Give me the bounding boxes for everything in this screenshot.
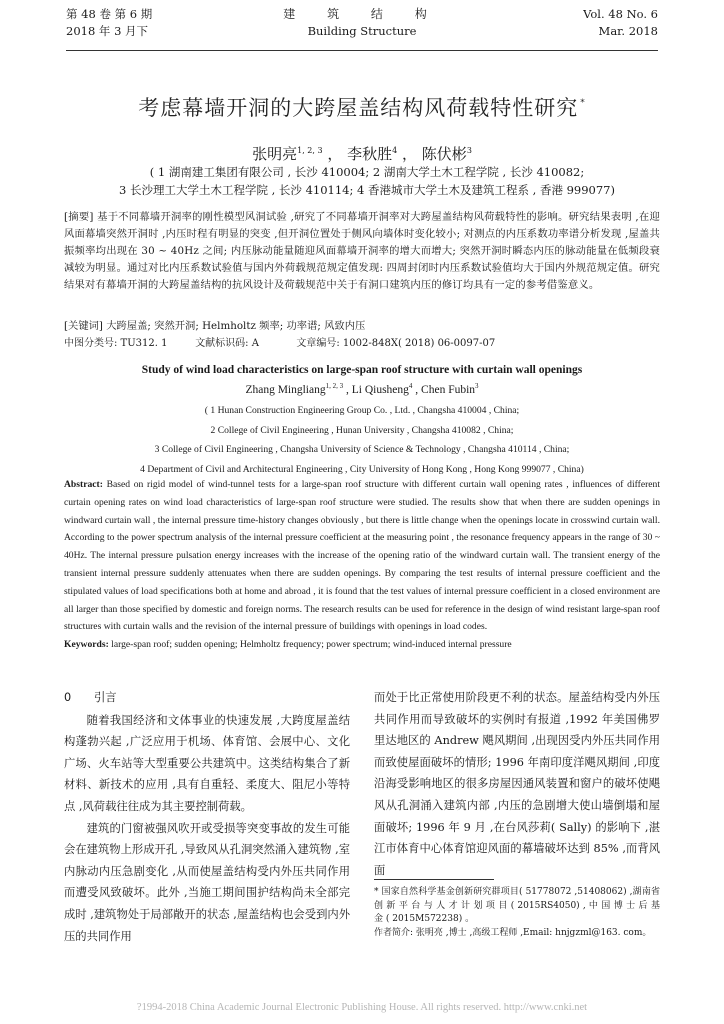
author-affil-sup: 1, 2, 3 (297, 146, 323, 155)
section-number: 0 (64, 691, 72, 704)
author-affil-sup-en: 4 (408, 382, 413, 390)
affiliation-line-en: 4 Department of Civil and Architectural Engineering , City University of Hong Kong , Hong Kong 999077 , China) (140, 463, 584, 475)
keywords-en (64, 636, 660, 654)
header-date-en: Mar. 2018 (598, 24, 658, 38)
author-name-en: Li Qiusheng (351, 384, 409, 396)
author-list (0, 143, 724, 164)
keywords-zh-label: [关键词] (64, 320, 103, 332)
author-name: 陈伏彬 (421, 145, 467, 163)
abstract-zh (64, 209, 660, 294)
title-footnote-mark: * (580, 98, 586, 108)
author-separator-en: , (343, 384, 352, 396)
keywords-en-label: Keywords: (64, 639, 109, 651)
affiliation-line-en: 3 College of Civil Engineering , Changsha University of Science & Technology , Changsha 410114 , China; (154, 444, 570, 455)
section-heading (64, 687, 350, 709)
header-journal (66, 6, 658, 40)
header-volume-issue: 第 48 卷 第 6 期 (66, 7, 153, 21)
body-paragraph: 而处于比正常使用阶段更不利的状态。屋盖结构受内外压共同作用而导致破坏的实例时有报道 ,1992 年美国佛罗里达地区的 Andrew 飓风期间 ,出现因受内外压共同作用而致使屋面破坏的情形; 1996 年南印度洋飓风期间 ,印度沿海受影响地区的很多房屋因通风装置和窗户的破坏使飓风从孔洞涌入建筑内部 ,内压的急剧增大使山墙倒塌和屋面破坏; 1996 年 9 月 ,在台风莎莉( Sally) 的影响下 ,湛江市体育中心体育馆迎风面的幕墙破坏达到 85% ,而背风面 (374, 691, 660, 877)
english-title: Study of wind load characteristics on large-span roof structure with curtain wall openings (141, 364, 583, 376)
paper-title-text: 考虑幕墙开洞的大跨屋盖结构风荷载特性研究 (138, 96, 579, 120)
paper-title (0, 92, 724, 122)
article-number: 文章编号: 1002-848X( 2018) 06-0097-07 (296, 338, 496, 349)
affiliation-line: ( 1 湖南建工集团有限公司 , 长沙 410004; 2 湖南大学土木工程学院 , 长沙 410082; (149, 165, 585, 179)
keywords-zh-text: 大跨屋盖; 突然开洞; Helmholtz 频率; 功率谱; 风致内压 (106, 320, 366, 332)
abstract-en (64, 476, 660, 654)
body-column-right (374, 687, 660, 881)
header-date: 2018 年 3 月下 (66, 24, 149, 38)
author-separator: ， (397, 145, 418, 163)
footnote (374, 886, 660, 940)
running-header (66, 6, 658, 51)
author-name: 张明亮 (252, 145, 298, 163)
header-journal-en: Building Structure (307, 24, 417, 38)
affiliation-line-en: 2 College of Civil Engineering , Hunan University , Changsha 410082 , China; (210, 424, 514, 436)
affiliation-line-en: ( 1 Hunan Construction Engineering Group Co. , Ltd. , Changsha 410004 , China; (204, 405, 520, 416)
footnote-funding: * 国家自然科学基金创新研究群项目( 51778072 ,51408062) ,湖南省创 新 平 台 与 人 才 计 划 项 目 ( 2015RS4050) , 中 国 博 士 后 基 金 ( 2015M572238) 。 (374, 887, 660, 924)
abstract-zh-label: [摘要] (64, 211, 94, 223)
affiliations-zh (70, 163, 664, 199)
keywords-zh (64, 318, 660, 335)
author-separator: ， (322, 145, 343, 163)
body-column-left (64, 687, 350, 947)
author-name: 李秋胜 (347, 145, 393, 163)
abstract-en-text: Based on rigid model of wind-tunnel tests for a large-span roof structure with different curtain wall opening rates , influences of different curtain opening rates on wind load characteristics of large-span roof structure were studied. The results show that when there are sudden openings in windward curtain wall , the internal pressure time-history changes obviously , but there is little change when the openings locate in crosswind curtain wall. According to the power spectrum analysis of the internal pressure coefficient at the measuring point , the resonance frequency appears in the range of 30 ~ 40Hz. The internal pressure pulsation energy increases with the increase of the opening ratio of the windward curtain wall. The transient energy of the transient internal pressure suddenly attenuates when there are sudden openings. By comparing the test results of internal pressure coefficient and the stipulated values of load specifications both at home and abroad , it is found that the test values of internal pressure coefficient in a closed environment are all larger than those specified by domestic and foreign norms. The research results can be used for reference in the design of wind resistant large-span roof structures with curtain walls and the revision of the internal pressure of buildings with openings in load codes. (64, 479, 660, 633)
header-volume-en: Vol. 48 No. 6 (583, 7, 658, 21)
footnote-author-bio: 作者简介: 张明亮 ,博士 ,高级工程师 ,Email: hnjgzml@163. com。 (374, 927, 652, 938)
author-affil-sup: 4 (392, 146, 398, 155)
author-affil-sup: 3 (466, 146, 472, 155)
body-paragraph: 随着我国经济和文体事业的快速发展 ,大跨度屋盖结构蓬勃兴起 ,广泛应用于机场、体育馆、会展中心、文化广场、火车站等大型重要公共建筑中。这类结构集合了新材料、新技术的应用 ,具有自重轻、柔度大、阻尼小等特点 ,风荷载往往成为其主要控制荷载。 (64, 713, 350, 813)
author-name-en: Zhang Mingliang (245, 384, 326, 396)
document-code: 文献标识码: A (195, 338, 259, 349)
body-paragraph: 建筑的门窗被强风吹开或受损等突变事故的发生可能会在建筑物上形成开孔 ,导致风从孔洞突然涌入建筑物 ,室内脉动内压急剧变化 ,从而使屋盖结构受内外压共同作用而遭受风致破坏。此外 ,当施工期间围护结构尚未全部完成时 ,建筑物处于局部敞开的状态 ,屋盖结构也会受到内外压的共同作用 (64, 821, 350, 943)
footnote-divider (374, 879, 494, 880)
copyright-footer: ?1994-2018 China Academic Journal Electronic Publishing House. All rights reserved. http://www.cnki.net (136, 1002, 588, 1013)
author-separator-en: , (412, 384, 422, 396)
abstract-zh-text: 基于不同幕墙开洞率的刚性模型风洞试验 ,研究了不同幕墙开洞率对大跨屋盖结构风荷载特性的影响。研究结果表明 ,在迎风面幕墙突然开洞时 ,内压时程有明显的突变 ,但开洞位置处于侧风向墙体时变化较小; 对测点的内压系数功率谱分析发现 ,屋盖共振频率均出现在 30 ~ 40Hz 之间; 内压脉动能量随迎风面幕墙开洞率的增大而增大; 突然开洞时瞬态内压的脉动能量在低频段衰减较为明显。通过对比内压系数试验值与国内外荷载规范规定值发现: 四周封闭时内压系数试验值均大于国内外规范规定值。研究结果对有幕墙开洞的大跨屋盖结构的抗风设计及荷载规范中关于有洞口建筑内压的修订均具有一定的参考借鉴意义。 (64, 211, 660, 291)
section-title: 引言 (94, 691, 117, 704)
affiliations-en (60, 401, 664, 479)
header-issue-en (583, 6, 658, 40)
abstract-en-label: Abstract: (64, 479, 103, 490)
keywords-en-text: large-span roof; sudden opening; Helmholtz frequency; power spectrum; wind-induced internal pressure (111, 639, 512, 651)
author-name-en: Chen Fubin (421, 384, 476, 396)
english-author-list (0, 382, 724, 396)
author-affil-sup-en: 3 (475, 382, 479, 390)
author-affil-sup-en: 1, 2, 3 (325, 382, 344, 390)
affiliation-line: 3 长沙理工大学土木工程学院 , 长沙 410114; 4 香港城市大学土木及建筑工程系 , 香港 999077) (118, 183, 615, 197)
classification-line (64, 335, 660, 352)
header-journal-zh: 建 筑 结 构 (283, 7, 441, 21)
clc-number: 中图分类号: TU312. 1 (64, 338, 168, 349)
